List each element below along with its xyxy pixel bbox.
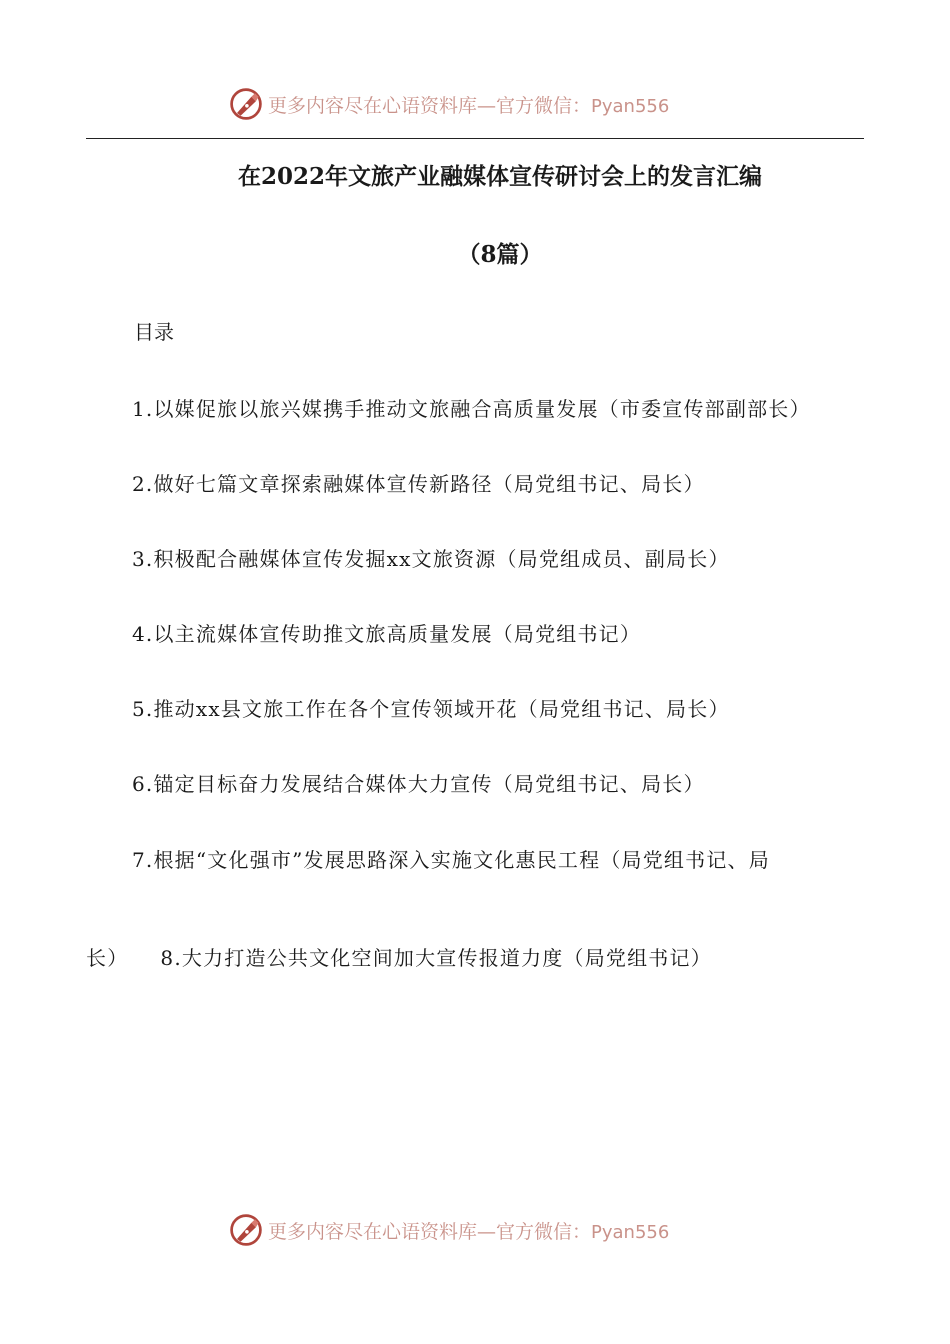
- footer-banner-text: 更多内容尽在心语资料库—官方微信：Pyan556: [268, 1220, 670, 1243]
- toc-item-6: 6.锚定目标奋力发展结合媒体大力宣传（局党组书记、局长）: [132, 772, 705, 796]
- toc-item-4: 4.以主流媒体宣传助推文旅高质量发展（局党组书记）: [132, 622, 642, 646]
- toc-item-1: 1.以媒促旅以旅兴媒携手推动文旅融合高质量发展（市委宣传部副部长）: [132, 397, 811, 421]
- pen-nib-logo-icon: [228, 1212, 264, 1248]
- header-banner-content: [228, 82, 669, 126]
- toc-heading: 目录: [134, 320, 174, 344]
- toc-item-8: 8.大力打造公共文化空间加大宣传报道力度（局党组书记）: [160, 946, 712, 970]
- toc-item-2: 2.做好七篇文章探索融媒体宣传新路径（局党组书记、局长）: [132, 472, 705, 496]
- toc-item-5: 5.推动xx县文旅工作在各个宣传领域开花（局党组书记、局长）: [132, 697, 730, 721]
- document-title: 在2022年文旅产业融媒体宣传研讨会上的发言汇编: [237, 163, 762, 190]
- footer-banner-content: [228, 1208, 669, 1252]
- toc-item-7-continuation: 长）: [86, 946, 129, 970]
- toc-item-7: 7.根据“文化强市”发展思路深入实施文化惠民工程（局党组书记、局: [132, 848, 770, 872]
- toc-continuation-line: [86, 942, 712, 971]
- header-divider: [86, 138, 864, 139]
- header-banner-text: 更多内容尽在心语资料库—官方微信：Pyan556: [268, 94, 670, 117]
- footer-banner: [0, 1208, 950, 1252]
- toc-item-3: 3.积极配合融媒体宣传发掘xx文旅资源（局党组成员、副局长）: [132, 547, 730, 571]
- header-banner: [0, 82, 950, 126]
- pen-nib-logo-icon: [228, 86, 264, 122]
- document-subtitle: （8篇）: [457, 241, 543, 268]
